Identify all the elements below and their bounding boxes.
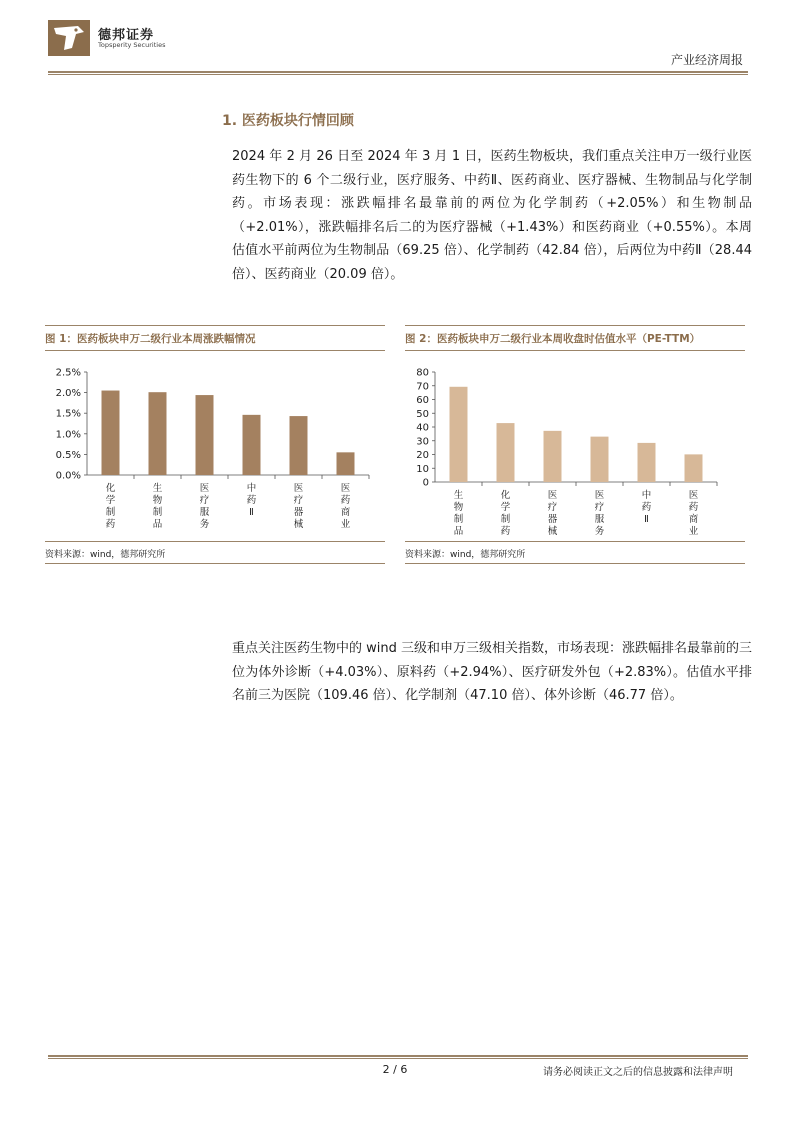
chart1-y-tick-label: 1.5% <box>55 408 81 420</box>
chart2-bar <box>544 431 562 482</box>
chart2-bar <box>685 454 703 482</box>
chart1-bar <box>243 415 261 475</box>
chart2-x-tick-label: 中药 Ⅱ <box>641 490 652 525</box>
figure1-top-rule <box>45 325 385 326</box>
page-number: 2 / 6 <box>382 1063 408 1076</box>
chart1-x-tick-label: 医疗服务 <box>199 483 210 530</box>
footer-divider-thin <box>48 1058 748 1059</box>
chart2-y-tick-label: 50 <box>416 408 429 420</box>
figure2-bottom-rule <box>405 541 745 542</box>
chart1-bar <box>290 416 308 475</box>
chart2-bar <box>591 437 609 482</box>
chart1-y-tick-label: 1.0% <box>55 429 81 441</box>
chart1-bar <box>102 391 120 475</box>
figure1-source-rule <box>45 563 385 564</box>
legal-disclaimer: 请务必阅读正文之后的信息披露和法律声明 <box>543 1067 733 1078</box>
figure1-title: 图 1：医药板块申万二级行业本周涨跌幅情况 <box>45 333 256 345</box>
figure1-title-rule <box>45 350 385 351</box>
chart2-y-tick-label: 30 <box>416 436 429 448</box>
chart2-x-tick-label: 化学制药 <box>500 490 511 537</box>
chart1-x-tick-label: 化学制药 <box>105 483 116 530</box>
chart1-y-tick-label: 0.5% <box>55 449 81 461</box>
company-name-cn: 德邦证券 <box>98 28 155 43</box>
chart2-bar <box>497 423 515 482</box>
chart2-y-tick-label: 0 <box>422 477 429 489</box>
logo-icon <box>48 20 90 56</box>
paragraph-2: 重点关注医药生物中的 wind 三级和申万三级相关指数，市场表现：涨跌幅排名最靠前的三位为体外诊断（+4.03%）、原料药（+2.94%）、医疗研发外包（+2.83%）。估值水平排名前三为医院（109.46 倍）、化学制剂（47.10 倍）、体外诊断（46.77 倍）。 <box>232 641 753 703</box>
chart2-bar <box>638 443 656 482</box>
section-title: 1. 医药板块行情回顾 <box>222 113 354 129</box>
paragraph-1: 2024 年 2 月 26 日至 2024 年 3 月 1 日，医药生物板块，我们重点关注申万一级行业医药生物下的 6 个二级行业，医疗服务、中药Ⅱ、医药商业、医疗器械、生物制品与化学制药。市场表现：涨跌幅排名最靠前的两位为化学制药（+2.05%）和生物制品（+2.01%），涨跌幅排名后二的为医疗器械（+1.43%）和医药商业（+0.55%）。本周估值水平前两位为生物制品（69.25 倍）、化学制药（42.84 倍），后两位为中药Ⅱ（28.44 倍）、医药商业（20.09 倍）。 <box>232 149 752 282</box>
figure2-source-rule <box>405 563 745 564</box>
chart2-y-tick-label: 60 <box>416 395 429 406</box>
chart2-x-tick-label: 生物制品 <box>453 490 464 537</box>
chart-1 <box>45 355 385 540</box>
chart1-bar <box>196 395 214 475</box>
chart2-x-tick-label: 医疗服务 <box>594 490 605 537</box>
chart2-x-tick-label: 医药商业 <box>688 490 699 537</box>
company-logo <box>48 20 90 56</box>
chart1-y-tick-label: 0.0% <box>55 470 81 482</box>
footer-divider <box>48 1055 748 1057</box>
chart1-x-tick-label: 生物制品 <box>152 483 163 530</box>
figure2-top-rule <box>405 325 745 326</box>
chart2-x-tick-label: 医疗器械 <box>547 490 558 537</box>
chart-2 <box>405 355 745 540</box>
chart2-y-tick-label: 20 <box>416 450 429 461</box>
chart1-x-tick-label: 医药商业 <box>340 483 351 530</box>
chart1-x-tick-label: 医疗器械 <box>293 483 304 530</box>
chart1-y-tick-label: 2.0% <box>55 388 81 400</box>
chart1-y-tick-label: 2.5% <box>55 367 81 379</box>
figure2-title-rule <box>405 350 745 351</box>
figure2-source: 资料来源：wind，德邦研究所 <box>405 550 526 560</box>
header-divider-thin <box>48 74 748 75</box>
figure1-source: 资料来源：wind，德邦研究所 <box>45 550 166 560</box>
header-divider <box>48 71 748 73</box>
chart2-y-tick-label: 80 <box>416 367 429 379</box>
chart2-bar <box>450 387 468 482</box>
report-type: 产业经济周报 <box>670 53 743 67</box>
chart1-bar <box>149 392 167 475</box>
chart1-x-tick-label: 中药 Ⅱ <box>246 483 257 518</box>
chart2-y-tick-label: 10 <box>416 463 429 475</box>
chart2-y-tick-label: 40 <box>416 422 429 434</box>
chart2-y-tick-label: 70 <box>416 381 429 393</box>
company-name-en: Topsperity Securities <box>98 41 166 49</box>
figure2-title: 图 2：医药板块申万二级行业本周收盘时估值水平（PE-TTM） <box>405 333 701 345</box>
figure1-bottom-rule <box>45 541 385 542</box>
chart1-bar <box>337 452 355 475</box>
